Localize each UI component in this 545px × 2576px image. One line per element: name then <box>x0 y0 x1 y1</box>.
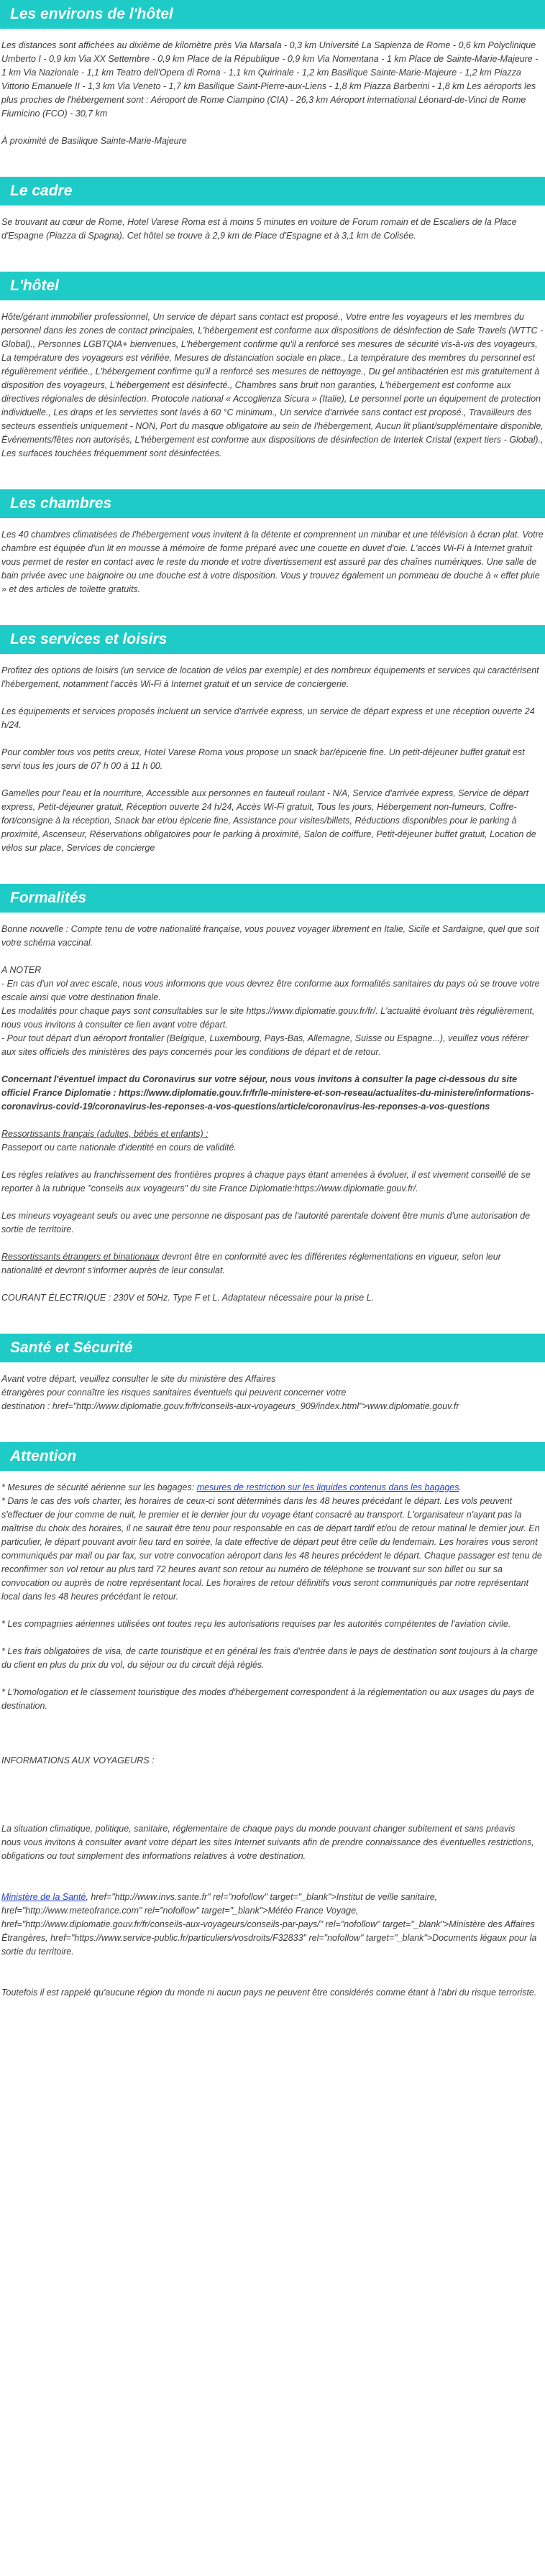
section-title-formalites: Formalités <box>0 884 545 913</box>
section-title-sante: Santé et Sécurité <box>0 1334 545 1362</box>
attention-ministeres-text: , href="http://www.invs.sante.fr" rel="nofollow" target="_blank">Institut de veille sanitaire, href="http://www.meteofrance.com" rel="nofollow" target="_blank">Météo France Voyage, href="http://www.diplomatie.gouv.fr/fr/conseils-aux-voyageurs/conseils-par-pays/" rel="nofollow" target="_blank">Ministère des Affaires Étrangères, href="https://www.service-public.fr/particuliers/vosdroits/F32833" rel="nofollow" target="_blank">Documents légaux pour la sortie du territoire. <box>1 1892 537 1957</box>
formalites-ressortissants-etrangers <box>1 1250 544 1278</box>
section-title-chambres: Les chambres <box>0 489 545 518</box>
section-hotel <box>0 310 545 461</box>
attention-bagages-end: . <box>459 1482 462 1492</box>
section-formalites <box>0 923 545 1305</box>
formalites-ressortissants-fr-text: Passeport ou carte nationale d'identité en cours de validité. <box>1 1142 237 1153</box>
formalites-mineurs: Les mineurs voyageant seuls ou avec une personne ne disposant pas de l'autorité parentale doivent être munis d'une autorisation de sortie de territoire. <box>1 1211 531 1234</box>
section-title-cadre: Le cadre <box>0 177 545 206</box>
chambres-text: Les 40 chambres climatisées de l'hébergement vous invitent à la détente et comprennent un minibar et une télévision à écran plat. Votre chambre est équipée d'un lit en mousse à mémoire de forme préparé avec une couette en duvet d'oie. L'accès Wi-Fi à Internet gratuit vous permet de rester en contact avec le reste du monde et votre divertissement est assuré par des chaînes numériques. Une salle de bain privée avec une baignoire ou une douche est à votre disposition. Vous y trouvez également un pommeau de douche à « effet pluie » et des articles de toilette gratuits. <box>1 530 544 594</box>
formalites-intro: Bonne nouvelle : Compte tenu de votre nationalité française, vous pouvez voyager librement en Italie, Sicile et Sardaigne, quel que soit votre schéma vaccinal. <box>1 924 539 948</box>
formalites-ressortissants-et-title: Ressortissants étrangers et binationaux <box>1 1252 160 1262</box>
environs-distances: Les distances sont affichées au dixième de kilomètre près Via Marsala - 0,3 km Université La Sapienza de Rome - 0,6 km Polyclinique Umberto I - 0,9 km Via XX Settembre - 0,9 km Place de la République - 0,9 km Via Nomentana - 1 km Place de Sainte-Marie-Majeure - 1 km Via Nazionale - 1,1 km Teatro dell'Opera di Roma - 1,1 km Quirinale - 1,2 km Basilique Sainte-Marie-Majeure - 1,2 km Piazza Vittorio Emanuele II - 1,3 km Via Veneto - 1,7 km Basilique Saint-Pierre-aux-Liens - 1,8 km Piazza Barberini - 1,8 km Les aéroports les plus proches de l'hébergement sont : Aéroport de Rome Ciampino (CIA) - 26,3 km Aéroport international Léonard-de-Vinci de Rome Fiumicino (FCO) - 30,7 km <box>1 40 539 119</box>
formalites-courant: COURANT ÉLECTRIQUE : 230V et 50Hz. Type F et L. Adaptateur nécessaire pour la prise L. <box>1 1293 375 1303</box>
formalites-noter-title: A NOTER <box>1 965 42 975</box>
attention-situation-2: nous vous invitons à consulter avant votre départ les sites Internet suivants afin de prendre connaissance des éventuelles restrictions, obligations ou tout simplement des informations relatives à votre destination. <box>1 1837 534 1861</box>
section-sante <box>0 1372 545 1413</box>
formalites-noter-1: - En cas d'un vol avec escale, nous vous informons que vous devrez être conforme aux formalités sanitaires du pays où se trouve votre escale ainsi que votre destination finale. <box>1 979 540 1002</box>
hotel-text: Hôte/gérant immobilier professionnel, Un service de départ sans contact est proposé., Votre entre les voyageurs et les membres du personnel dans les zones de contact principales, L'hébergement est conforme aux dispositions de désinfection de Safe Travels (WTTC - Global)., Personnes LGBTQIA+ bienvenues, L'hébergement confirme qu'il a renforcé ses mesures de sécurité vis-à-vis des voyageurs, La température des voyageurs est vérifiée, Mesures de distanciation sociale en place., La température des membres du personnel est régulièrement vérifiée., L'hébergement confirme qu'il a renforcé ses mesures de nettoyage., Du gel antibactérien est mis gratuitement à disposition des voyageurs, L'hébergement est désinfecté., Chambres sans bruit non garanties, L'hébergement est conforme aux directives régionales de désinfection. Protocole national « Accoglienza Sicura » (Italie), Le personnel porte un équipement de protection individuelle., Les draps et les serviettes sont lavés à 60 °C minimum., Un service d'arrivée sans contact est proposé., Travailleurs des secteurs essentiels uniquement - NON, Port du masque obligatoire au sein de l'hébergement, Aucun lit pliant/supplémentaire disponible, Événements/fêtes non autorisés, L'hébergement est conforme aux dispositions de désinfection de Intertek Cristal (expert tiers - Global)., Les surfaces touchées fréquemment sont désinfectées. <box>1 312 544 458</box>
section-title-environs: Les environs de l'hôtel <box>0 0 545 29</box>
attention-compagnies: * Les compagnies aériennes utilisées ont toutes reçu les autorisations requises par les autorités compétentes de l'aviation civile. <box>1 1619 511 1629</box>
attention-frais: * Les frais obligatoires de visa, de carte touristique et en général les frais d'entrée dans le pays de destination sont toujours à la charge du client en plus du prix du vol, du séjour ou du circuit déjà réglés. <box>1 1646 538 1670</box>
section-attention <box>0 1481 545 2000</box>
attention-situation-1: La situation climatique, politique, sanitaire, réglementaire de chaque pays du monde pouvant changer subitement et sans préavis <box>1 1824 516 1834</box>
sante-line-1: Avant votre départ, veuillez consulter le site du ministère des Affaires <box>1 1374 276 1384</box>
formalites-noter-2: Les modalités pour chaque pays sont consultables sur le site https://www.diplomatie.gouv.fr/fr/. L'actualité évoluant très régulièrement, nous vous invitons à consulter ce lien avant votre départ. <box>1 1006 535 1030</box>
attention-ministeres <box>1 1891 544 1959</box>
section-title-attention: Attention <box>0 1442 545 1471</box>
services-list: Gamelles pour l'eau et la nourriture, Accessible aux personnes en fauteuil roulant - N/A, Service d'arrivée express, Service de départ express, Petit-déjeuner gratuit, Réception ouverte 24 h/24, Accès Wi-Fi gratuit, Tous les jours, Hébergement non-fumeurs, Coffre-fort/consigne à la réception, Snack bar et/ou épicerie fine, Assistance pour visites/billets, Réductions disponibles pour le parking à proximité, Ascenseur, Réservations obligatoires pour le parking à proximité, Salon de coiffure, Petit-déjeuner buffet gratuit, Location de vélos sur place, Services de concierge <box>1 788 536 853</box>
formalites-ressortissants-fr-title: Ressortissants français (adultes, bébés et enfants) : <box>1 1129 209 1139</box>
attention-info-title: INFORMATIONS AUX VOYAGEURS : <box>1 1755 155 1765</box>
attention-bagages <box>1 1481 544 1495</box>
formalites-regles: Les règles relatives au franchissement des frontières propres à chaque pays étant amenées à évoluer, il est vivement conseillé de se reporter à la rubrique "conseils aux voyageurs" du site France Diplomatie:https://www.diplomatie.gouv.fr/. <box>1 1170 531 1194</box>
liquides-restriction-link[interactable]: mesures de restriction sur les liquides contenus dans les bagages <box>196 1482 459 1492</box>
services-text-3: Pour combler tous vos petits creux, Hotel Varese Roma vous propose un snack bar/épicerie fine. Un petit-déjeuner buffet gratuit est servi tous les jours de 07 h 00 à 11 h 00. <box>1 747 525 771</box>
sante-line-2: étrangères pour connaître les risques sanitaires éventuels qui peuvent concerner votre <box>1 1388 347 1398</box>
attention-bagages-label: * Mesures de sécurité aérienne sur les bagages: <box>1 1482 197 1492</box>
section-chambres <box>0 528 545 596</box>
sante-line-3: destination : href="http://www.diplomatie.gouv.fr/fr/conseils-aux-voyageurs_909/index.html">www.diplomatie.gouv.fr <box>1 1401 459 1411</box>
section-title-services: Les services et loisirs <box>0 625 545 654</box>
environs-proximity: À proximité de Basilique Sainte-Marie-Majeure <box>1 136 187 146</box>
formalites-ressortissants-et-text: devront être en conformité avec les différentes réglementations en vigueur, selon leur nationalité et devront s'informer auprès de leur consulat. <box>1 1252 501 1275</box>
section-environs <box>0 39 545 148</box>
services-text-2: Les équipements et services proposés incluent un service d'arrivée express, un service de départ express et une réception ouverte 24 h/24. <box>1 706 535 730</box>
formalites-coronavirus: Concernant l'éventuel impact du Coronavirus sur votre séjour, nous vous invitons à consulter la page ci-dessous du site officiel France Diplomatie : https://www.diplomatie.gouv.fr/fr/le-ministere-et-son-reseau/actualites-du-ministere/informations-coronavirus-covid-19/coronavirus-les-reponses-a-vos-questions/article/coronavirus-les-reponses-a-vos-questions <box>1 1074 534 1112</box>
formalites-noter-3: - Pour tout départ d'un aéroport frontalier (Belgique, Luxembourg, Pays-Bas, Allemagne, Suisse ou Espagne...), veuillez vous référer aux sites officiels des ministères des pays concernés pour les conditions de départ et de retour. <box>1 1033 528 1057</box>
ministere-sante-link[interactable]: Ministère de la Santé <box>1 1892 86 1902</box>
attention-charter: * Dans le cas des vols charter, les horaires de ceux-ci sont déterminés dans les 48 heures précédant le départ. Les vols peuvent s'effectuer de jour comme de nuit, le premier et le dernier jour du voyage étant consacré au transport. L'organisateur n'ayant pas la maîtrise du choix des horaires, il ne saurait être tenu pour responsable en cas de départ tardif et/ou de retour matinal le dernier jour. En particulier, le départ pouvant avoir lieu tard en soirée, la date effective de départ peut être celle du lendemain. Les horaires vous seront communiqués par mail ou par fax, sur votre convocation aéroport dans les 48 heures précédent le départ. Chaque passager est tenu de reconfirmer son vol retour au plus tard 72 heures avant son retour au numéro de téléphone se trouvant sur son billet ou sur sa convocation ou auprès de notre représentant local. Les horaires de retour définitifs vous seront communiqués par notre représentant local dans les 48 heures précédant le retour. <box>1 1496 542 1602</box>
cadre-text: Se trouvant au cœur de Rome, Hotel Varese Roma est à moins 5 minutes en voiture de Forum romain et de Escaliers de la Place d'Espagne (Piazza di Spagna). Cet hôtel se trouve à 2,9 km de Place d'Espagne et à 3,1 km de Colisée. <box>1 217 517 241</box>
attention-homologation: * L'homologation et le classement touristique des modes d'hébergement correspondent à la réglementation ou aux usages du pays de destination. <box>1 1687 535 1711</box>
section-cadre <box>0 216 545 243</box>
attention-terrorisme: Toutefois il est rappelé qu'aucune région du monde ni aucun pays ne peuvent être considérés comme étant à l'abri du risque terroriste. <box>1 1988 537 1998</box>
services-text-1: Profitez des options de loisirs (un service de location de vélos par exemple) et des nombreux équipements et services qui caractérisent l'hébergement, notamment l'accès Wi-Fi à Internet gratuit et un service de conciergerie. <box>1 665 539 689</box>
section-services <box>0 664 545 855</box>
section-title-hotel: L'hôtel <box>0 272 545 300</box>
